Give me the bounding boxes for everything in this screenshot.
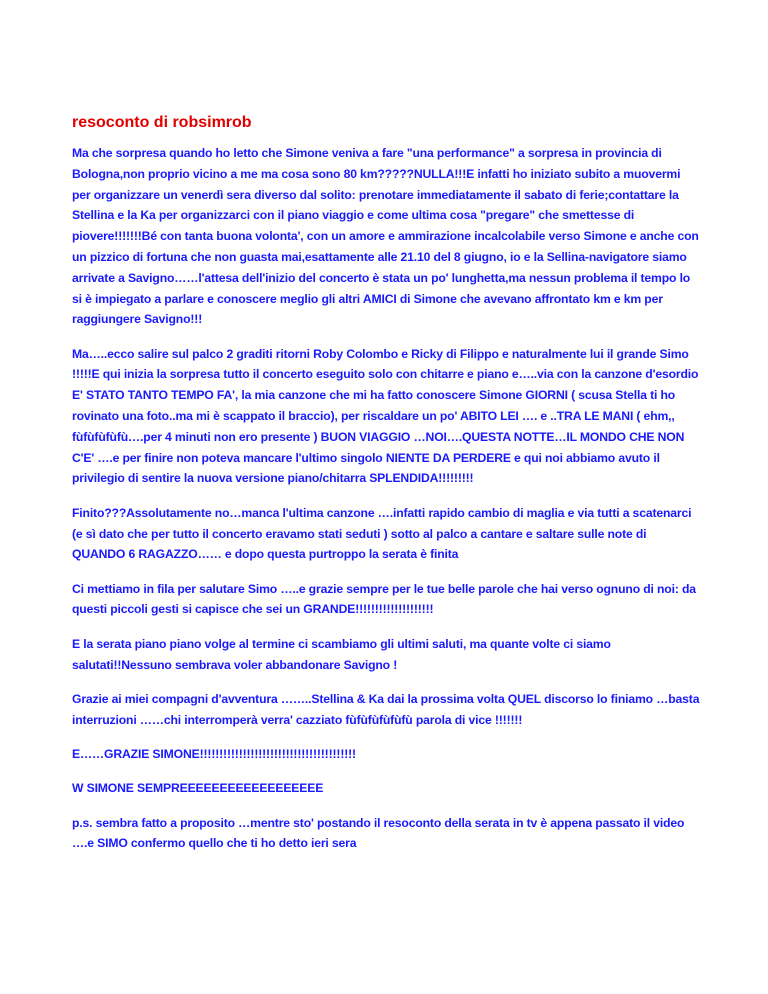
paragraph-thanks-companions: Grazie ai miei compagni d'avventura ……..Stellina & Ka dai la prossima volta QUEL discorso lo finiamo …basta interruzioni ……chi interromperà verra' cazziato fùfùfùfùfùfù parola di vice !!!!!!!	[72, 691, 700, 727]
paragraph-concert: Ma…..ecco salire sul palco 2 graditi ritorni Roby Colombo e Ricky di Filippo e naturalmente lui il grande Simo !!!!!E qui inizia la sorpresa tutto il concerto eseguito solo con chitarre e piano e…..via con la canzone d'esordio E' STATO TANTO TEMPO FA', la mia canzone che mi ha fatto conoscere Simone GIORNI ( scusa Stella ti ho rovinato una foto..ma mi è scappato il braccio), per riscaldare un po' ABITO LEI …. e ..TRA LE MANI ( ehm,, fùfùfùfùfù….per 4 minuti non ero presente ) BUON VIAGGIO …NOI….QUESTA NOTTE…IL MONDO CHE NON C'E' ….e per finire non poteva mancare l'ultimo singolo NIENTE DA PERDERE e qui noi abbiamo avuto il privilegio di sentire la nuova versione piano/chitarra SPLENDIDA!!!!!!!!!	[72, 346, 699, 486]
paragraph-finale: Finito???Assolutamente no…manca l'ultima canzone ….infatti rapido cambio di maglia e via tutti a scatenarci (e sì dato che per tutto il concerto eravamo stati seduti ) sotto al palco a cantare e saltare sulle note di QUANDO 6 RAGAZZO…… e dopo questa purtroppo la serata è finita	[72, 505, 692, 562]
document-page	[72, 112, 702, 868]
paragraph-thanks-simone: E……GRAZIE SIMONE!!!!!!!!!!!!!!!!!!!!!!!!!!!!!!!!!!!!!!!!	[72, 746, 356, 761]
paragraph-greetings: Ci mettiamo in fila per salutare Simo …..e grazie sempre per le tue belle parole che hai verso ognuno di noi: da questi piccoli gesti si capisce che sei un GRANDE!!!!!!!!!!!!!!!!!!!!	[72, 581, 696, 617]
paragraph-postscript: p.s. sembra fatto a proposito …mentre sto' postando il resoconto della serata in tv è appena passato il video ….e SIMO confermo quello che ti ho detto ieri sera	[72, 815, 685, 851]
paragraph-farewell: E la serata piano piano volge al termine ci scambiamo gli ultimi saluti, ma quante volte ci siamo salutati!!Nessuno sembrava voler abbandonare Savigno !	[72, 636, 611, 672]
document-title: resoconto di robsimrob	[72, 114, 252, 131]
paragraph-cheer: W SIMONE SEMPREEEEEEEEEEEEEEEEEE	[72, 781, 324, 796]
paragraph-intro: Ma che sorpresa quando ho letto che Simone veniva a fare "una performance" a sorpresa in provincia di Bologna,non proprio vicino a me ma cosa sono 80 km?????NULLA!!!E infatti ho iniziato subito a muovermi per organizzare un venerdì sera diverso dal solito: prenotare immediatamente il sabato di ferie;contattare la Stellina e la Ka per organizzarci con il piano viaggio e come ultima cosa "pregare" che smettesse di piovere!!!!!!!Bé con tanta buona volonta', con un amore e ammirazione incalcolabile verso Simone e anche con un pizzico di fortuna che non guasta mai,esattamente alle 21.10 del 8 giugno, io e la Sellina-navigatore siamo arrivate a Savigno……l'attesa dell'inizio del concerto è stata un po' lunghetta,ma nessun problema il tempo lo si è impiegato a parlare e conoscere meglio gli altri AMICI di Simone che avevano affrontato km e km per raggiungere Savigno!!!	[72, 146, 699, 327]
